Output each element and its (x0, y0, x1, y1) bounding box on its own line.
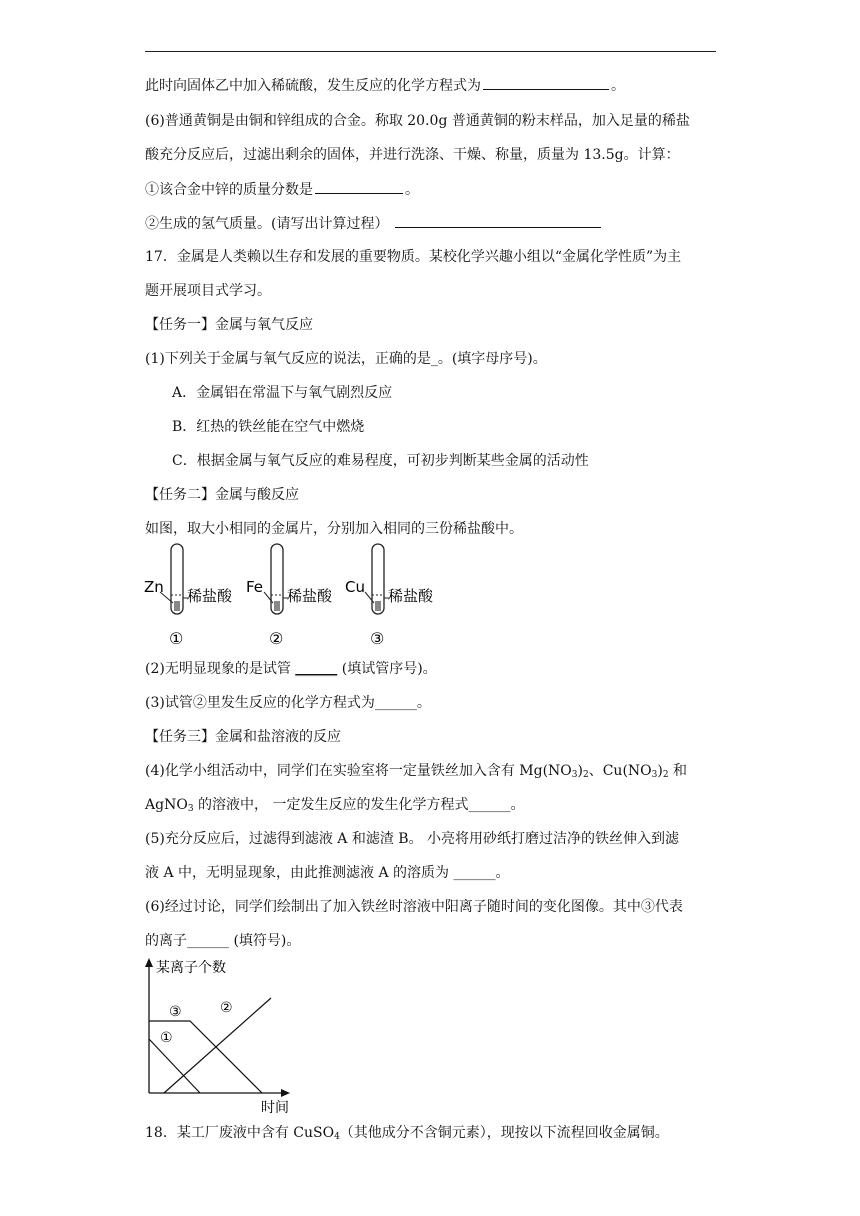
q17-intro-2: 题开展项目式学习。 (145, 283, 271, 299)
task-1-heading: 【任务一】金属与氧气反应 (145, 317, 313, 333)
tube-1-metal: Zn (144, 578, 164, 596)
option-a[interactable]: A．金属铝在常温下与氧气剧烈反应 (172, 385, 393, 401)
tube-2-acid: 稀盐酸 (287, 587, 333, 605)
header-rule (145, 51, 716, 52)
y-axis-label: 某离子个数 (156, 960, 226, 976)
x-axis-label: 时间 (261, 1100, 289, 1113)
tube-3-number: ③ (370, 629, 385, 648)
question-4-line-2: AgNO$_3$ 的溶液中， 一定发生反应的发生化学方程式______。 (145, 797, 525, 814)
option-c[interactable]: C．根据金属与氧气反应的难易程度，可初步判断某些金属的活动性 (172, 453, 589, 469)
q18-line-1: 18．某工厂废液中含有 CuSO$_4$（其他成分不含铜元素），现按以下流程回收金属铜。 (145, 1125, 669, 1142)
question-3: (3)试管②里发生反应的化学方程式为______。 (145, 695, 431, 711)
answer-blank[interactable]: ______ (295, 661, 338, 677)
test-tubes-figure (140, 538, 450, 654)
tube-3-acid: 稀盐酸 (388, 587, 434, 605)
tube-2-metal: Fe (246, 578, 264, 596)
figure-intro: 如图，取大小相同的金属片，分别加入相同的三份稀盐酸中。 (145, 521, 523, 537)
tube-1-number: ① (169, 629, 184, 648)
curve-3-label: ③ (169, 1004, 182, 1020)
tube-3-metal: Cu (345, 578, 365, 596)
answer-blank[interactable] (483, 75, 609, 90)
curve-1 (149, 1039, 200, 1093)
question-6-line-1: (6)经过讨论，同学们绘制出了加入铁丝时溶液中阳离子随时间的变化图像。其中③代表 (145, 899, 683, 915)
test-tube-3 (345, 544, 434, 648)
answer-blank[interactable] (395, 213, 601, 228)
tube-1-acid: 稀盐酸 (187, 587, 233, 605)
question-2: (2)无明显现象的是试管 ______ (填试管序号)。 (145, 661, 437, 677)
question-4-line-1: (4)化学小组活动中，同学们在实验室将一定量铁丝加入含有 $Mg(NO_3)_2$、$Cu(NO_3)_2$ 和 (145, 763, 688, 780)
question-6-line-2: 的离子______ (填符号)。 (145, 933, 301, 949)
q16-6-b: ②生成的氢气质量。(请写出计算过程） (145, 213, 603, 234)
y-axis-arrow (145, 958, 153, 967)
question-1: (1)下列关于金属与氧气反应的说法，正确的是_。(填字母序号)。 (145, 351, 547, 367)
curve-2-label: ② (220, 1000, 233, 1016)
ion-count-graph (140, 955, 300, 1113)
option-b[interactable]: B．红热的铁丝能在空气中燃烧 (172, 419, 365, 435)
question-5-line-1: (5)充分反应后，过滤得到滤液 A 和滤渣 B。 小亮将用砂纸打磨过洁净的铁丝伸入到滤 (145, 831, 680, 847)
tube-2-number: ② (269, 629, 284, 648)
q17-intro-1: 17．金属是人类赖以生存和发展的重要物质。某校化学兴趣小组以“金属化学性质”为主 (145, 249, 682, 265)
q16-6-line-1: (6)普通黄铜是由铜和锌组成的合金。称取 20.0g 普通黄铜的粉末样品，加入足量的稀盐 (145, 113, 690, 129)
q16-6-line-2: 酸充分反应后，过滤出剩余的固体，并进行洗涤、干燥、称量，质量为 13.5g。计算： (145, 147, 680, 163)
test-tube-1 (144, 544, 233, 648)
x-axis-arrow (281, 1089, 290, 1097)
question-5-line-2: 液 A 中，无明显现象，由此推测滤液 A 的溶质为 ______。 (145, 865, 510, 881)
curve-1-label: ① (160, 1030, 173, 1046)
task-3-heading: 【任务三】金属和盐溶液的反应 (145, 729, 341, 745)
task-2-heading: 【任务二】金属与酸反应 (145, 487, 299, 503)
q16-line-1: 此时向固体乙中加入稀硫酸，发生反应的化学方程式为 。 (145, 75, 625, 96)
answer-blank[interactable] (315, 179, 403, 194)
q16-6-a: ①该合金中锌的质量分数是 。 (145, 179, 419, 200)
test-tube-2 (246, 544, 333, 648)
